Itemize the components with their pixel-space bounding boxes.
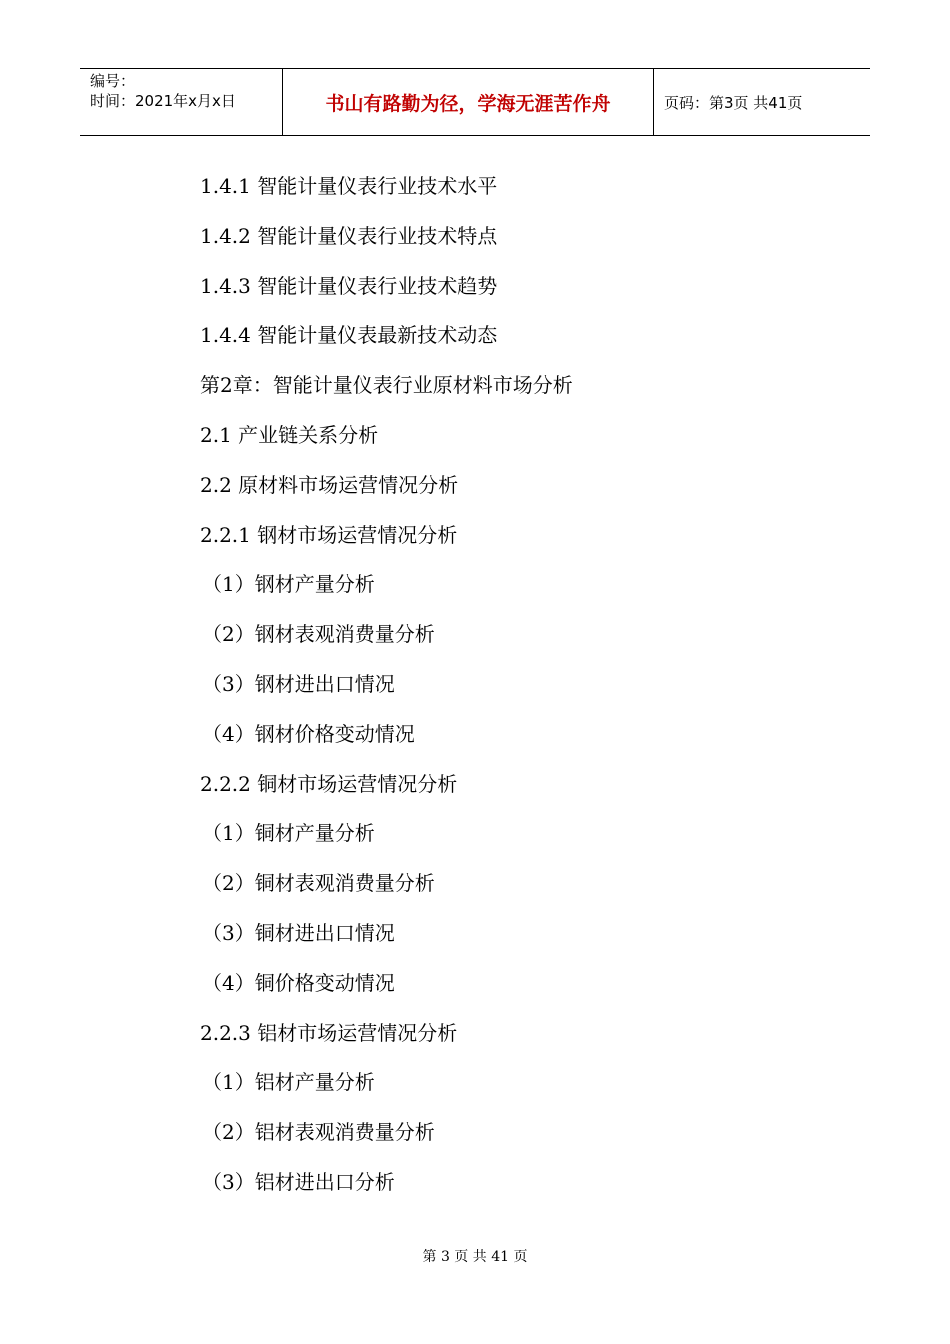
page-header (80, 68, 870, 136)
document-number-label: 编号： (90, 72, 136, 90)
header-meta (80, 69, 282, 135)
toc-subitem: （4）钢材价格变动情况 (202, 721, 415, 746)
header-page-info (654, 69, 870, 135)
toc-entry: 1.4.1 智能计量仪表行业技术水平 (200, 174, 498, 198)
toc-subitem: （3）铝材进出口分析 (202, 1169, 395, 1194)
page-info-text: 页码：第3页 共41页 (664, 93, 803, 112)
toc-subitem: （2）铝材表观消费量分析 (202, 1120, 435, 1145)
toc-subitem: （2）钢材表观消费量分析 (202, 622, 435, 647)
toc-subitem: （3）钢材进出口情况 (202, 671, 395, 696)
toc-entry: 2.2.3 铝材市场运营情况分析 (200, 1020, 458, 1045)
toc-subitem: （1）钢材产量分析 (202, 572, 375, 597)
toc-entry: 2.2.1 钢材市场运营情况分析 (200, 522, 458, 547)
toc-entry: 2.2 原材料市场运营情况分析 (200, 472, 459, 497)
toc-entry: 2.1 产业链关系分析 (200, 422, 379, 447)
toc-subitem: （1）铜材产量分析 (202, 821, 375, 846)
toc-subitem: （1）铝材产量分析 (202, 1070, 375, 1095)
toc-entry: 1.4.4 智能计量仪表最新技术动态 (200, 323, 498, 348)
header-motto (282, 69, 654, 135)
toc-entry: 2.2.2 铜材市场运营情况分析 (200, 771, 458, 796)
toc-subitem: （4）铜价格变动情况 (202, 970, 395, 995)
page-footer (0, 1246, 950, 1266)
toc-subitem: （3）铜材进出口情况 (202, 920, 395, 945)
toc-entry: 1.4.3 智能计量仪表行业技术趋势 (200, 273, 498, 298)
motto-text: 书山有路勤为径，学海无涯苦作舟 (325, 92, 611, 115)
footer-page-number: 第 3 页 共 41 页 (422, 1249, 528, 1265)
toc-entry: 1.4.2 智能计量仪表行业技术特点 (200, 223, 498, 248)
toc-chapter-heading: 第2章：智能计量仪表行业原材料市场分析 (200, 373, 573, 398)
table-of-contents (200, 166, 840, 1212)
document-time: 时间：2021年x月x日 (90, 92, 236, 110)
toc-subitem: （2）铜材表观消费量分析 (202, 871, 435, 896)
